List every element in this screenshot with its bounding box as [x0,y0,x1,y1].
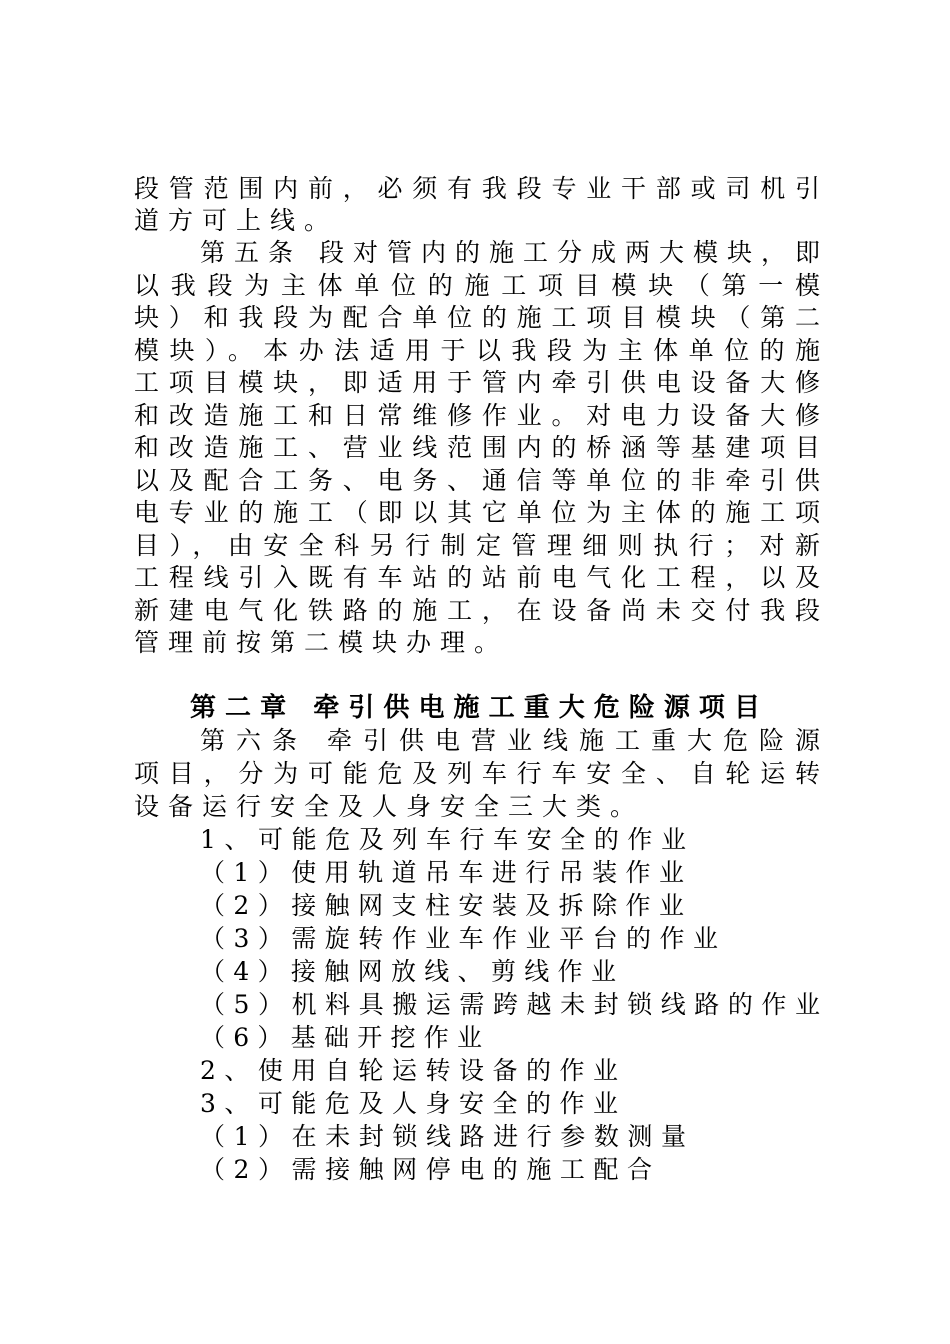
text-line: 电专业的施工（即以其它单位为主体的施工项 [134,498,820,527]
text-line: 目），由安全科另行制定管理细则执行；对新 [134,531,820,560]
list-item: （2）需接触网停电的施工配合 [200,1155,652,1184]
article-5-line: 第五条 段对管内的施工分成两大模块，即 [200,238,820,267]
text-line: 以及配合工务、电务、通信等单位的非牵引供 [134,466,820,495]
list-item: （4）接触网放线、剪线作业 [200,957,616,986]
text-line: 工项目模块，即适用于管内牵引供电设备大修 [134,368,820,397]
list-item: （2）接触网支柱安装及拆除作业 [200,891,684,920]
text-line: 道方可上线。 [134,206,339,235]
text-line: 设备运行安全及人身安全三大类。 [134,792,645,821]
text-line: 工程线引入既有车站的站前电气化工程，以及 [134,563,820,592]
text-line: 和改造施工、营业线范围内的桥涵等基建项目 [134,433,820,462]
list-item: 3、可能危及人身安全的作业 [200,1089,618,1118]
text-line: 项目，分为可能危及列车行车安全、自轮运转 [134,759,820,788]
text-line: 模块）。本办法适用于以我段为主体单位的施 [134,336,820,365]
chapter-heading: 第二章 牵引供电施工重大危险源项目 [190,693,760,723]
text-line: 块）和我段为配合单位的施工项目模块（第二 [134,303,820,332]
list-item: （1）使用轨道吊车进行吊装作业 [200,858,684,887]
text-line: 管理前按第二模块办理。 [134,628,509,657]
text-line: 段管范围内前，必须有我段专业干部或司机引 [134,174,820,203]
list-item: 1、可能危及列车行车安全的作业 [200,825,686,854]
list-item: 2、使用自轮运转设备的作业 [200,1056,618,1085]
text-line: 以我段为主体单位的施工项目模块（第一模 [134,271,820,300]
list-item: （3）需旋转作业车作业平台的作业 [200,924,718,953]
text-line: 新建电气化铁路的施工，在设备尚未交付我段 [134,596,820,625]
list-item: （6）基础开挖作业 [200,1023,482,1052]
list-item: （1）在未封锁线路进行参数测量 [200,1122,686,1151]
list-item: （5）机料具搬运需跨越未封锁线路的作业 [200,990,820,1019]
article-6-line: 第六条 牵引供电营业线施工重大危险源 [200,726,820,755]
text-line: 和改造施工和日常维修作业。对电力设备大修 [134,401,820,430]
